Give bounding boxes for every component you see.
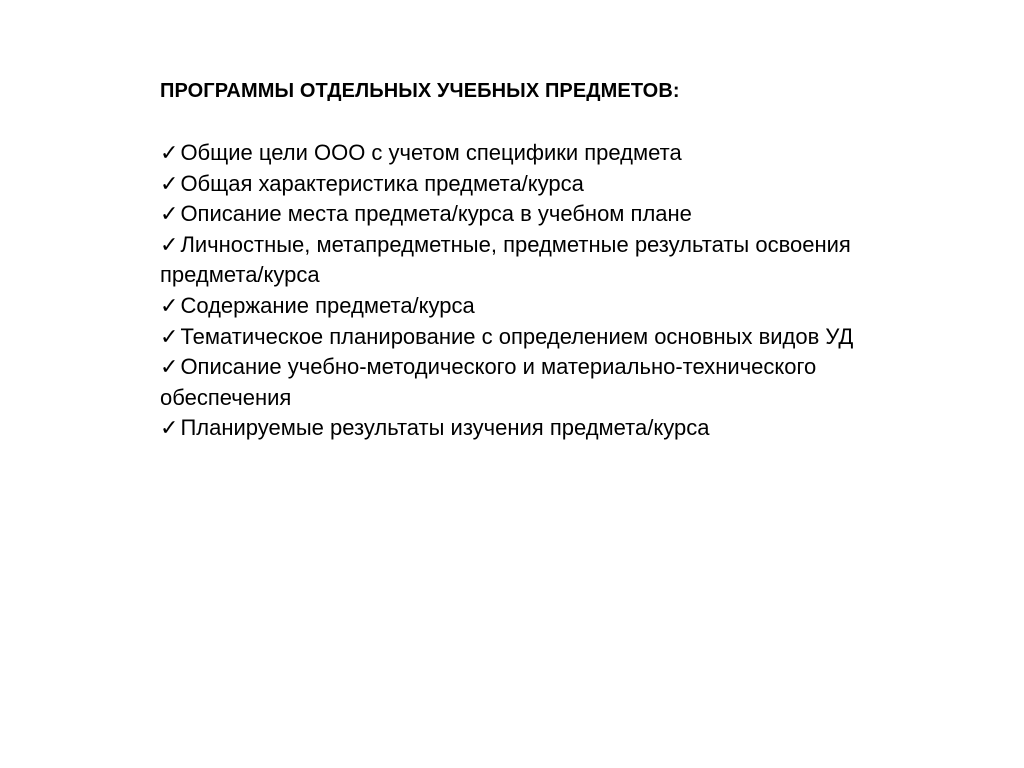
- list-item: [160, 291, 860, 322]
- list-item-text: Описание места предмета/курса в учебном плане: [180, 201, 692, 227]
- checkmark-icon: ✓: [160, 201, 179, 227]
- list-item: [160, 169, 860, 200]
- list-item: [160, 138, 860, 169]
- checkmark-icon: ✓: [160, 292, 179, 318]
- list-item-text: Тематическое планирование с определением основных видов УД: [180, 323, 854, 349]
- list-item: [160, 199, 860, 230]
- checkmark-icon: ✓: [160, 415, 179, 441]
- slide-title: ПРОГРАММЫ ОТДЕЛЬНЫХ УЧЕБНЫХ ПРЕДМЕТОВ:: [160, 80, 680, 102]
- checkmark-icon: ✓: [160, 323, 179, 349]
- list-item: [160, 230, 860, 291]
- list-item: [160, 413, 860, 444]
- list-item-text: Содержание предмета/курса: [180, 292, 475, 318]
- slide-content: [160, 76, 860, 444]
- list-item: [160, 322, 860, 353]
- list-item-text: Общая характеристика предмета/курса: [180, 170, 584, 196]
- checkmark-icon: ✓: [160, 140, 179, 165]
- list-item: [160, 352, 860, 413]
- checkmark-icon: ✓: [160, 354, 179, 380]
- checkmark-icon: ✓: [160, 231, 179, 257]
- list-item-text: Личностные, метапредметные, предметные результаты освоения предмета/курса: [160, 231, 851, 288]
- list-item-text: Общие цели ООО с учетом специфики предмета: [180, 140, 682, 165]
- requirements-list: [160, 138, 860, 444]
- list-item-text: Описание учебно-методического и материально-технического обеспечения: [160, 354, 817, 410]
- checkmark-icon: ✓: [160, 170, 179, 196]
- list-item-text: Планируемые результаты изучения предмета/курса: [180, 415, 710, 441]
